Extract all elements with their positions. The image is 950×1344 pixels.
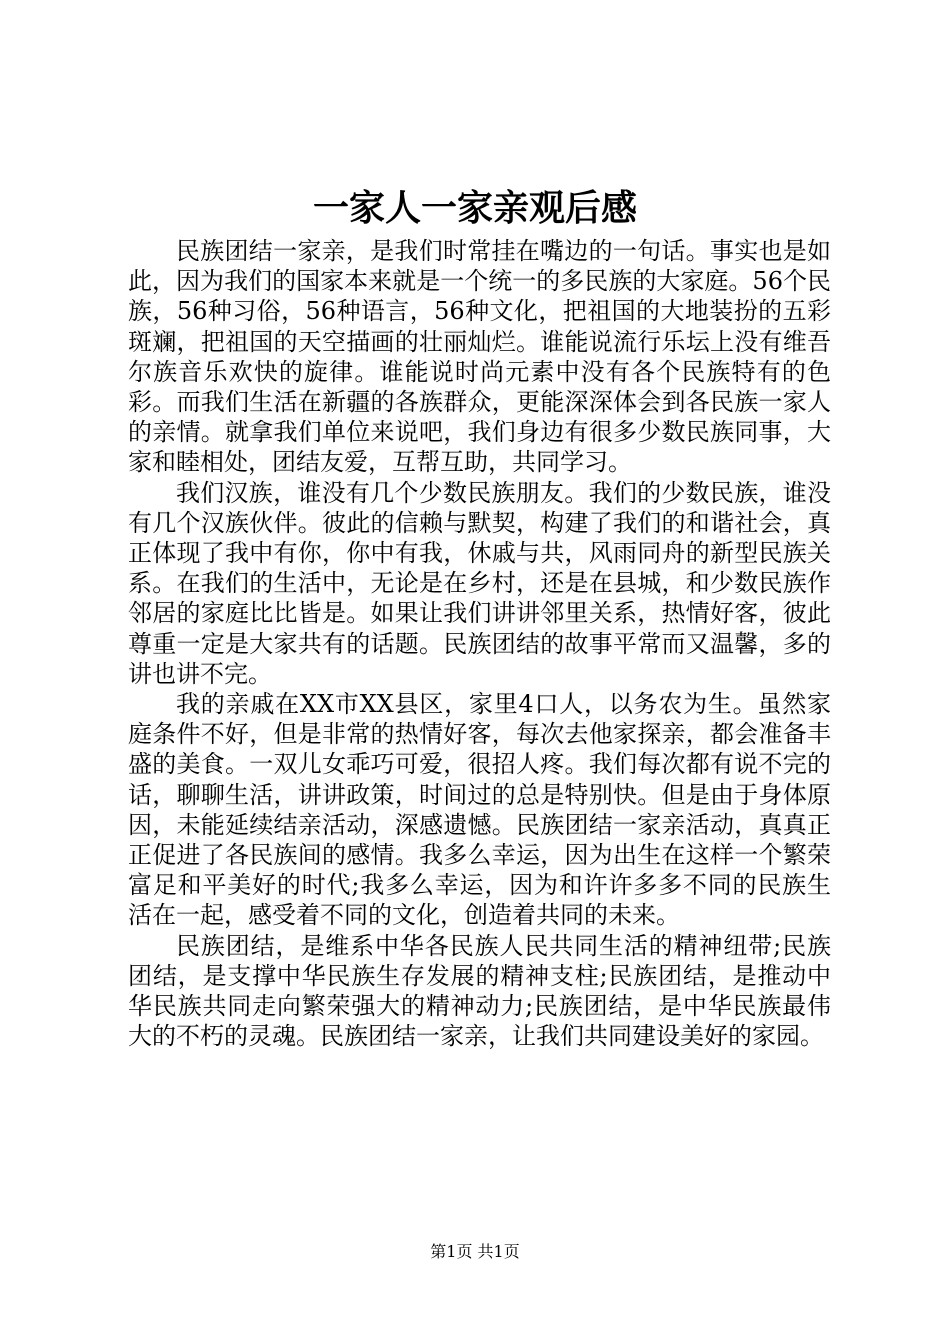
paragraph-2: 我们汉族，谁没有几个少数民族朋友。我们的少数民族，谁没有几个汉族伙伴。彼此的信赖与默契，构建了我们的和谐社会，真正体现了我中有你，你中有我，休戚与共，风雨同舟的新型民族关系。在我们的生活中，无论是在乡村，还是在县城，和少数民族作邻居的家庭比比皆是。如果让我们讲讲邻里关系，热情好客，彼此尊重一定是大家共有的话题。民族团结的故事平常而又温馨，多的讲也讲不完。 [128, 478, 831, 688]
document-title: 一家人一家亲观后感 [312, 188, 637, 229]
paragraph-1: 民族团结一家亲，是我们时常挂在嘴边的一句话。事实也是如此，因为我们的国家本来就是一个统一的多民族的大家庭。56个民族，56种习俗，56种语言，56种文化，把祖国的大地装扮的五彩斑斓，把祖国的天空描画的壮丽灿烂。谁能说流行乐坛上没有维吾尔族音乐欢快的旋律。谁能说时尚元素中没有各个民族特有的色彩。而我们生活在新疆的各族群众，更能深深体会到各民族一家人的亲情。就拿我们单位来说吧，我们身边有很多少数民族同事，大家和睦相处，团结友爱，互帮互助，共同学习。 [128, 237, 831, 477]
paragraph-4: 民族团结，是维系中华各民族人民共同生活的精神纽带;民族团结，是支撑中华民族生存发展的精神支柱;民族团结，是推动中华民族共同走向繁荣强大的精神动力;民族团结，是中华民族最伟大的不朽的灵魂。民族团结一家亲，让我们共同建设美好的家园。 [128, 931, 831, 1051]
document-body [128, 236, 831, 1051]
paragraph-3: 我的亲戚在XX市XX县区，家里4口人，以务农为生。虽然家庭条件不好，但是非常的热情好客，每次去他家探亲，都会准备丰盛的美食。一双儿女乖巧可爱，很招人疼。我们每次都有说不完的话，聊聊生活，讲讲政策，时间过的总是特别快。但是由于身体原因，未能延续结亲活动，深感遗憾。民族团结一家亲活动，真真正正促进了各民族间的感情。我多么幸运，因为出生在这样一个繁荣富足和平美好的时代;我多么幸运，因为和许许多多不同的民族生活在一起，感受着不同的文化，创造着共同的未来。 [128, 690, 831, 930]
page-footer: 第1页 共1页 [430, 1242, 520, 1261]
